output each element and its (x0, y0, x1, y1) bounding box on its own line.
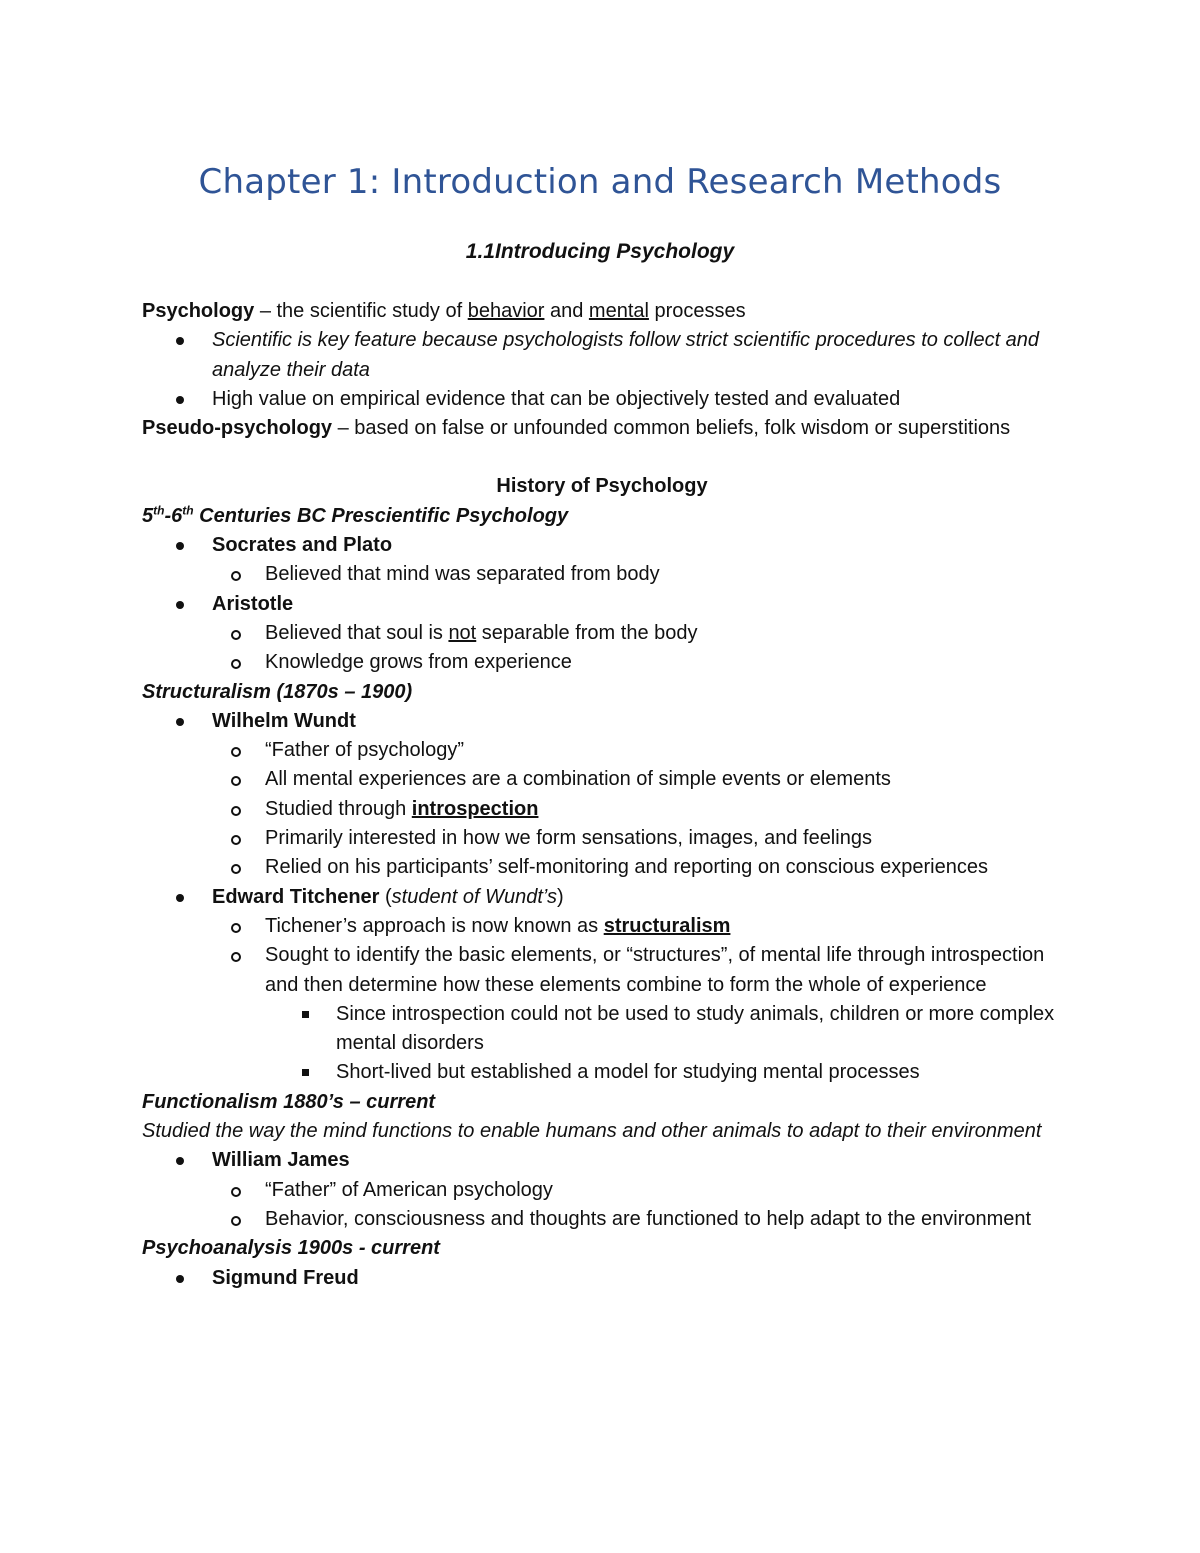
list-item: Edward Titchener (student of Wundt’s) (142, 883, 1062, 912)
list-item: Studied through introspection (142, 795, 1062, 824)
psychology-bullets (142, 326, 1062, 414)
list-item: Relied on his participants’ self-monitoring and reporting on conscious experiences (142, 853, 1062, 882)
list-item: Tichener’s approach is now known as structuralism (142, 912, 1062, 941)
psychoanalysis-list (142, 1264, 1062, 1293)
list-item: Aristotle (142, 590, 1062, 619)
list-item: Wilhelm Wundt (142, 707, 1062, 736)
list-item: Knowledge grows from experience (142, 648, 1062, 677)
list-item: High value on empirical evidence that can be objectively tested and evaluated (142, 385, 1062, 414)
list-item: Believed that mind was separated from body (142, 560, 1062, 589)
list-item: “Father of psychology” (142, 736, 1062, 765)
underlined-behavior: behavior (467, 300, 545, 322)
notes-body (142, 297, 1062, 1293)
structuralism-list (142, 707, 1062, 1088)
list-item: Short-lived but established a model for studying mental processes (142, 1058, 1062, 1087)
list-item: Since introspection could not be used to study animals, children or more complex mental disorders (142, 1000, 1062, 1059)
psychology-definition: Psychology – the scientific study of behavior and mental processes (142, 300, 746, 322)
chapter-title: Chapter 1: Introduction and Research Methods (198, 162, 1002, 202)
pseudo-psychology-definition: Pseudo-psychology – based on false or unfounded common beliefs, folk wisdom or superstitions (142, 417, 1011, 440)
spacer (142, 443, 1062, 472)
history-heading: History of Psychology (496, 475, 708, 498)
list-item: All mental experiences are a combination of simple events or elements (142, 765, 1062, 794)
section-heading: 1.1Introducing Psychology (465, 240, 735, 263)
term-psychology: Psychology (142, 300, 255, 322)
list-item: Behavior, consciousness and thoughts are functioned to help adapt to the environment (142, 1205, 1062, 1234)
list-item: Sought to identify the basic elements, or “structures”, of mental life through introspection and then determine how these elements combine to form the whole of experience (142, 941, 1062, 1000)
functionalism-list (142, 1146, 1062, 1234)
list-item: William James (142, 1146, 1062, 1175)
functionalism-description: Studied the way the mind functions to enable humans and other animals to adapt to their environment (142, 1120, 1042, 1143)
list-item: Scientific is key feature because psychologists follow strict scientific procedures to collect and analyze their data (142, 326, 1062, 385)
term-pseudo-psychology: Pseudo-psychology (142, 417, 333, 440)
list-item: “Father” of American psychology (142, 1176, 1062, 1205)
list-item: Primarily interested in how we form sensations, images, and feelings (142, 824, 1062, 853)
psychoanalysis-heading: Psychoanalysis 1900s - current (142, 1237, 440, 1260)
list-item: Socrates and Plato (142, 531, 1062, 560)
prescientific-list (142, 531, 1062, 677)
list-item: Believed that soul is not separable from the body (142, 619, 1062, 648)
underlined-mental: mental (588, 300, 649, 322)
prescientific-heading: 5th-6th Centuries BC Prescientific Psychology (142, 503, 569, 527)
list-item: Sigmund Freud (142, 1264, 1062, 1293)
structuralism-heading: Structuralism (1870s – 1900) (142, 680, 413, 703)
functionalism-heading: Functionalism 1880’s – current (142, 1090, 436, 1113)
